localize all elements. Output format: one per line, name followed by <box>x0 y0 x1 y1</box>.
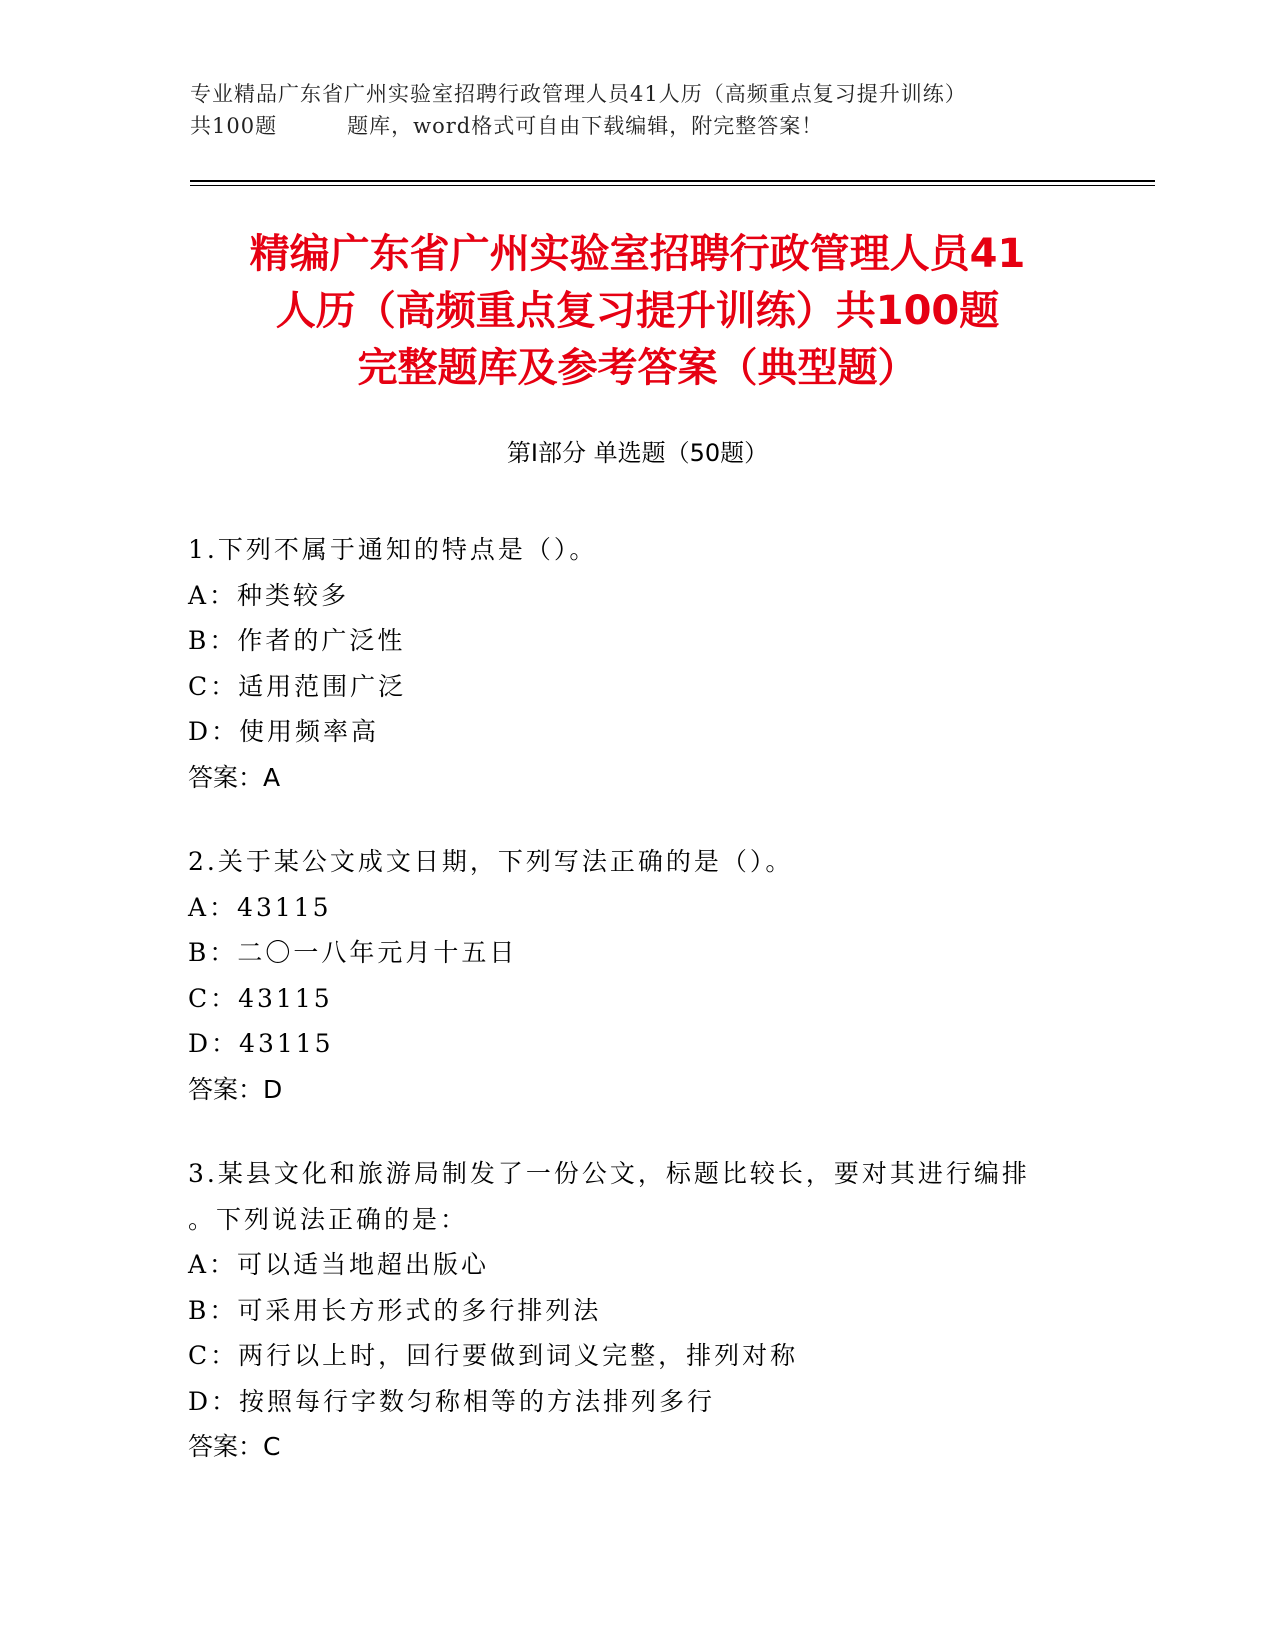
section-heading: 第Ⅰ部分 单选题（50题） <box>506 439 769 467</box>
option-b: B：二〇一八年元月十五日 <box>188 938 518 967</box>
option-a: A：43115 <box>188 892 332 922</box>
header-line-2 <box>190 110 1090 142</box>
option-c: C：两行以上时，回行要做到词义完整，排列对称 <box>188 1341 799 1370</box>
header-line-2-right: 题库，word格式可自由下载编辑，附完整答案！ <box>347 114 824 138</box>
document-title <box>150 226 1125 397</box>
title-line-1: 精编广东省广州实验室招聘行政管理人员41 <box>249 231 1026 277</box>
header-note <box>190 78 1090 142</box>
answer: 答案：D <box>188 1074 283 1104</box>
answer: 答案：C <box>188 1432 281 1461</box>
question-2 <box>188 839 1088 1112</box>
question-stem: 2.关于某公文成文日期，下列写法正确的是（）。 <box>188 847 794 876</box>
option-d: D：按照每行字数匀称相等的方法排列多行 <box>188 1386 716 1416</box>
option-a: A：种类较多 <box>188 580 350 610</box>
question-3 <box>188 1151 1088 1470</box>
option-c: C：适用范围广泛 <box>188 671 407 701</box>
question-stem-continued: 。下列说法正确的是： <box>188 1204 469 1234</box>
question-stem: 3.某县文化和旅游局制发了一份公文，标题比较长，要对其进行编排 <box>188 1159 1030 1188</box>
header-line-2-left: 共100题 <box>190 114 278 138</box>
answer: 答案：A <box>188 762 281 792</box>
option-a: A：可以适当地超出版心 <box>188 1250 490 1279</box>
option-b: B：作者的广泛性 <box>188 626 406 655</box>
header-line-1: 专业精品广东省广州实验室招聘行政管理人员41人历（高频重点复习提升训练） <box>190 82 967 106</box>
header-divider-thin <box>190 185 1155 186</box>
question-list <box>188 527 1088 1509</box>
header-divider-thick <box>190 180 1155 182</box>
title-line-2: 人历（高频重点复习提升训练）共100题 <box>275 288 1000 334</box>
option-d: D：43115 <box>188 1029 334 1058</box>
option-b: B：可采用长方形式的多行排列法 <box>188 1295 602 1325</box>
question-1 <box>188 527 1088 800</box>
question-stem: 1.下列不属于通知的特点是（）。 <box>188 535 598 564</box>
option-c: C：43115 <box>188 983 333 1013</box>
title-line-3: 完整题库及参考答案（典型题） <box>357 345 918 391</box>
option-d: D：使用频率高 <box>188 717 380 746</box>
